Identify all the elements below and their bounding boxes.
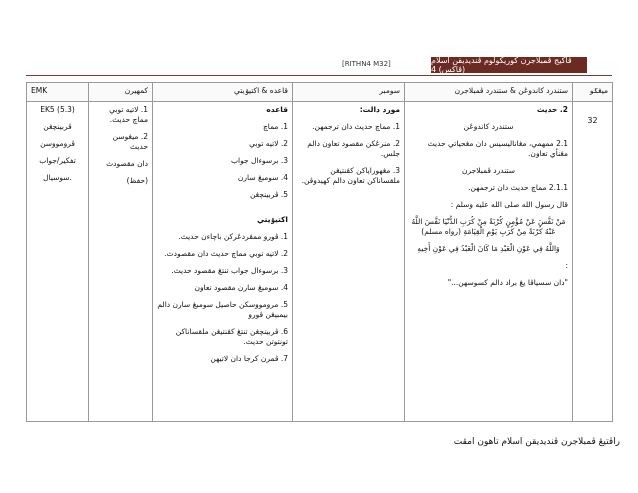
header-skill: کمهيرن [89, 83, 153, 102]
activity-item: 4. سومبڠ سارن مقصود تعاون [194, 283, 288, 292]
standard-content: 2.1 ممهمي، مڠاناليسيس دان مڠحياتي حديث مڠنأي تعاون. [427, 139, 568, 158]
activity-item: 1. ڤورو ممڤردڠرکن باچاءن حديث. [178, 232, 288, 241]
activity-item: 2. لاتيه توبي مماچ حديث دان مقصودث. [164, 249, 288, 258]
header-method: قاعده & اکتيۏيتي [153, 83, 293, 102]
activity-item: 7. ڤمرن کرجا دان لاتيهن [210, 354, 288, 363]
hadith-text-2: وَاللَّهُ فِي عَوْنِ الْعَبْدِ مَا كَانَ الْعَبْدُ فِي عَوْنِ أَخِيهِ [417, 244, 560, 253]
table-row [27, 102, 613, 422]
activity-title: اکتيۏيتي [257, 215, 288, 224]
activity-item: 5. مرومووسکن حاصيل سومبڠ سارن دالم بيمبيڠن ڤورو [157, 300, 288, 319]
resource-item: 2. منرڠکن مقصود تعاون دالم جلس. [307, 139, 400, 158]
table-header-row [27, 83, 613, 102]
method-item: 2. لاتيه توبي [249, 139, 288, 148]
activity-item: 6. ڤربينچڠن تنتڠ کڤنتيڠن ملقساناکن تونتوتن حديث. [175, 327, 288, 346]
lesson-plan-table [26, 82, 613, 422]
page-footer: راڤتيڠ ڤمبلاجرن ڤنديديقن اسلام تاهون امڤت [453, 437, 620, 447]
standard-learning: 2.1.1 مماچ حديث دان ترجمهن. [468, 183, 568, 192]
standard-learning-label: ستندرد ڤمبلاجرن [461, 166, 516, 175]
resource-title: مورد دالت: [359, 105, 400, 114]
skill-line: 1. لاتيه توبي مماچ حديث. [109, 105, 148, 124]
document-title: ڤاکيج ڤمبلاجرن کوريکولوم ڤنديديقن اسلام (ڤاکس) 4 [431, 56, 572, 74]
skill-cell [89, 102, 153, 422]
emk-line: ڤرومووسن [40, 139, 75, 148]
hadith-translation: "دان سسياڤا يڠ براد دالم کسوسهن..." [447, 278, 568, 287]
method-cell [153, 102, 293, 422]
emk-line: ڤربينچڠن [43, 122, 72, 131]
resource-cell [293, 102, 405, 422]
skill-line: دان مقصودث [106, 159, 148, 168]
skill-line: 2. ميڠوسن حديث [112, 132, 148, 151]
method-item: 3. برسوءال جواب [230, 156, 288, 165]
emk-cell [27, 102, 89, 422]
hadith-text: مَنْ نَفَّسَ عَنْ مُؤْمِنٍ كُرْبَةً مِنْ كُرَبِ الدُّنْيَا نَفَّسَ اللَّهُ عَنْهُ كُرْبَةً مِنْ كُرَبِ يَوْمِ الْقِيَامَةِ (رواه مسلم) [411, 217, 566, 236]
skill-line: (حفظ) [126, 176, 148, 185]
header-standard: ستندرد کاندوڠن & ستندرد ڤمبلاجرن [405, 83, 573, 102]
week-cell: 32 [573, 102, 613, 422]
document-title-banner [431, 57, 587, 73]
standard-cell [405, 102, 573, 422]
emk-line: سوسيال. [43, 173, 72, 182]
hadith-colon: : [565, 261, 568, 270]
hadith-intro: قال رسول الله صلى الله عليه وسلم : [450, 200, 568, 209]
emk-line: EK5 (5.3) [40, 105, 75, 114]
method-item: 4. سومبڠ سارن [237, 173, 288, 182]
standard-content-label: ستندرد کاندوڠن [463, 122, 514, 131]
standard-topic: 2. حديث [536, 105, 568, 114]
method-title: قاعده [266, 105, 288, 114]
emk-line: تفکير/جواب [39, 156, 76, 165]
activity-item: 3. برسوءال جواب تنتڠ مقصود حديث. [171, 266, 288, 275]
header-divider [26, 75, 612, 76]
method-item: 1. مماچ [262, 122, 288, 131]
header-week: ميڠݢو [573, 83, 613, 102]
resource-item: 3. مڠهوراياکن کڤنتيڠن ملقساناکن تعاون دالم کهيدوڤن. [301, 166, 400, 185]
method-item: 5. ڤربينچڠن [249, 190, 288, 199]
resource-item: 1. مماچ حديث دان ترجمهن. [312, 122, 400, 131]
header-emk: EMK [27, 83, 89, 102]
document-code: [RITHN4 M32] [342, 60, 391, 68]
header-resource: سومبر [293, 83, 405, 102]
